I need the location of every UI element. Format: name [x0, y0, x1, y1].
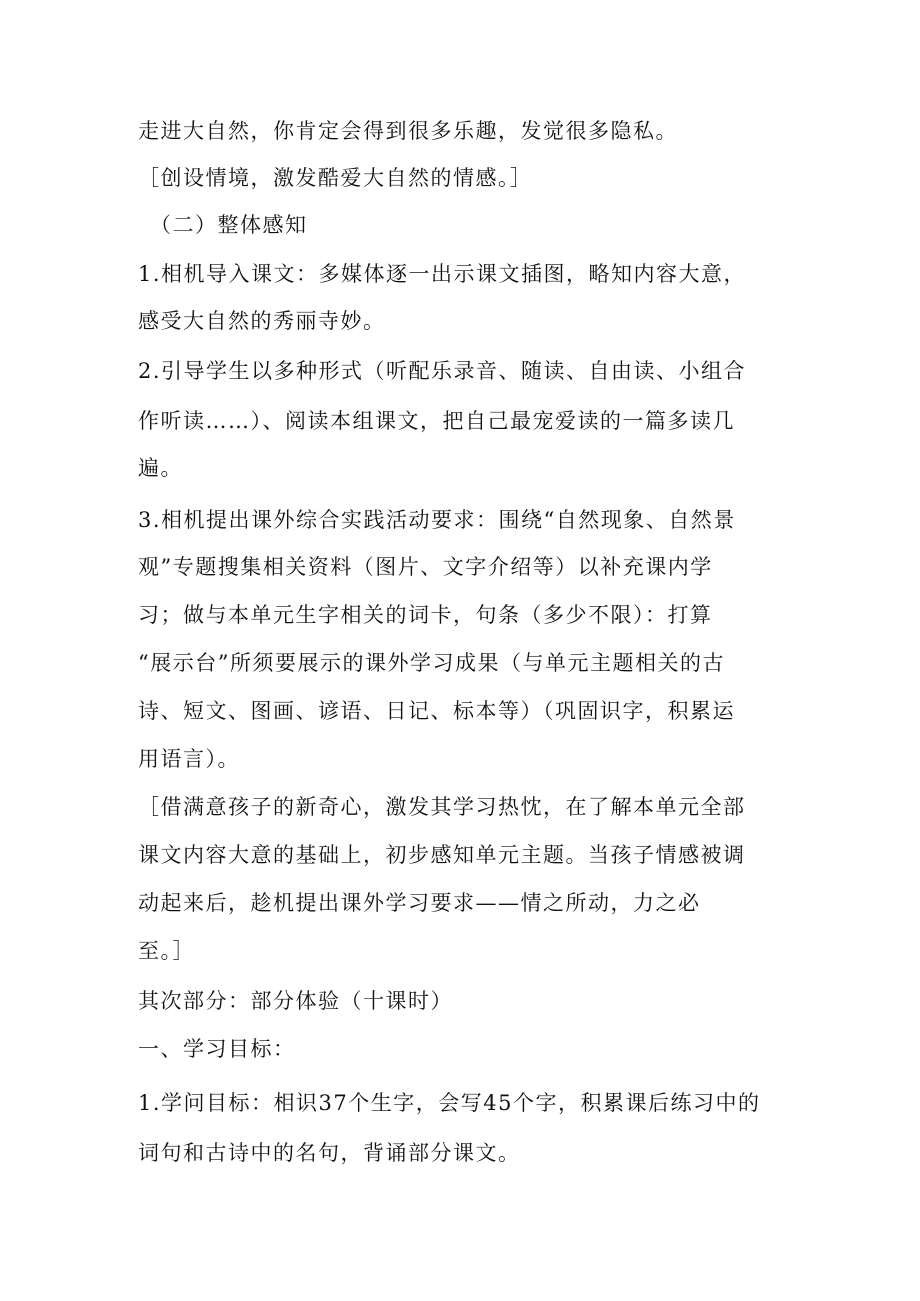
text-line-22: 词句和古诗中的名句，背诵部分课文。 — [138, 1141, 521, 1165]
text-line-12: “展示台”所须要展示的课外学习成果（与单元主题相关的古 — [138, 651, 725, 675]
text-line-21: 1.学问目标：相识37个生字，会写45个字，积累课后练习中的 — [138, 1091, 761, 1115]
text-line-5: 感受大自然的秀丽寺妙。 — [138, 309, 386, 333]
text-line-10: 观”专题搜集相关资料（图片、文字介绍等）以补充课内学 — [138, 555, 713, 579]
text-line-18: 至。］ — [138, 939, 195, 963]
text-line-1: 走进大自然，你肯定会得到很多乐趣，发觉很多隐私。 — [138, 119, 678, 143]
text-line-6: 2.引导学生以多种形式（听配乐录音、随读、自由读、小组合 — [138, 359, 747, 383]
text-line-16: 课文内容大意的基础上，初步感知单元主题。当孩子情感被调 — [138, 843, 746, 867]
text-line-8: 遍。 — [138, 456, 183, 480]
section-heading-learning-goals: 一、学习目标： — [138, 1037, 296, 1061]
text-line-15: ［借满意孩子的新奇心，激发其学习热忱，在了解本单元全部 — [138, 795, 746, 819]
text-line-11: 习；做与本单元生字相关的词卡，句条（多少不限）：打算 — [138, 603, 713, 627]
text-line-4: 1.相机导入课文：多媒体逐一出示课文插图，略知内容大意， — [138, 262, 747, 286]
text-line-13: 诗、短文、图画、谚语、日记、标本等）（巩固识字，积累运 — [138, 699, 735, 723]
text-line-14: 用语言）。 — [138, 747, 240, 771]
text-line-7: 作听读……）、阅读本组课文，把自己最宠爱读的一篇多读几 — [138, 409, 735, 433]
text-line-2: ［创设情境，激发酷爱大自然的情感。］ — [138, 166, 533, 190]
text-line-17: 动起来后，趁机提出课外学习要求——情之所动，力之必 — [138, 891, 701, 915]
section-heading-part-two: 其次部分：部分体验（十课时） — [138, 989, 453, 1013]
section-heading-overall-perception: （二）整体感知 — [150, 213, 308, 237]
text-line-9: 3.相机提出课外综合实践活动要求：围绕“自然现象、自然景 — [138, 508, 736, 532]
